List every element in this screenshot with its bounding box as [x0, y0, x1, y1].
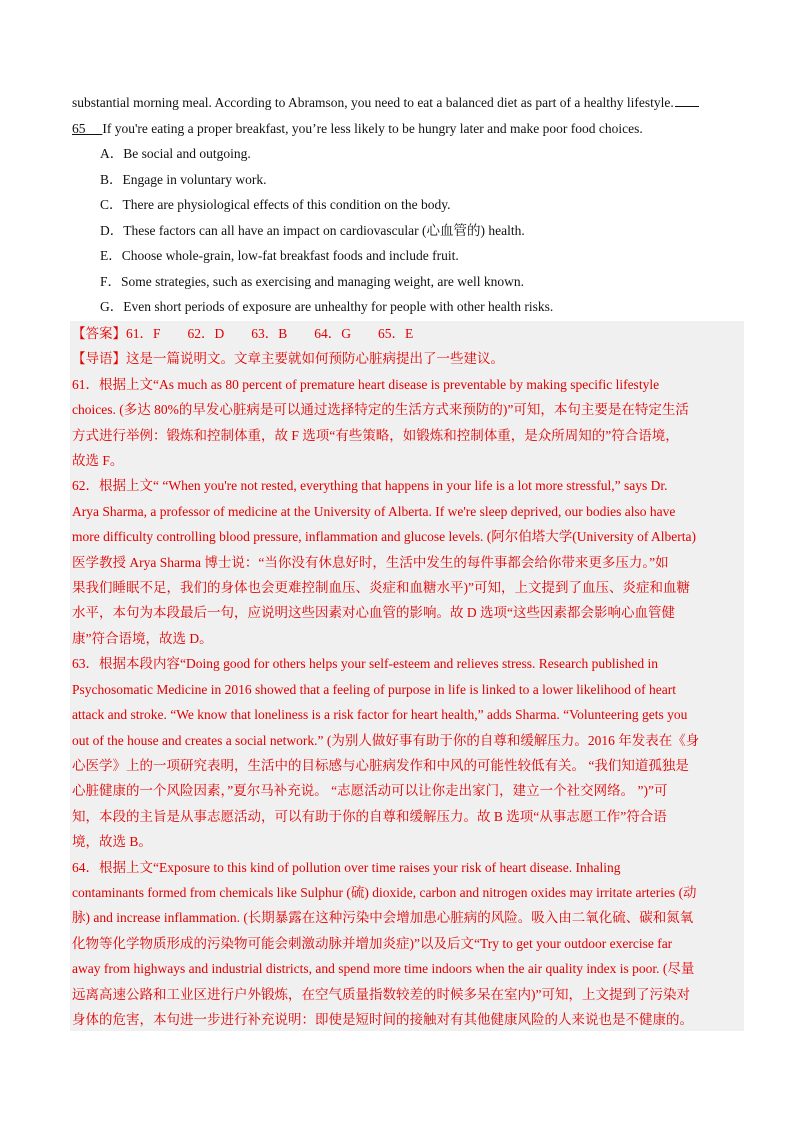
explanation-line: 远离高速公路和工业区进行户外锻炼，在空气质量指数较差的时候多呆在室内)”可知，上文提到了污染对: [72, 986, 690, 1002]
explanation-line: contaminants formed from chemicals like Sulphur (硫) dioxide, carbon and nitrogen oxides may irritate arteries (动: [72, 884, 697, 900]
guide-label: 【导语】: [72, 351, 126, 367]
option-e: E．Choose whole-grain, low-fat breakfast foods and include fruit.: [100, 248, 459, 263]
explanation-line: 故选 F。: [72, 453, 124, 469]
explanation-line: 心脏健康的一个风险因素，”夏尔马补充说。 “志愿活动可以让你走出家门，建立一个社交网络。 ”)”可: [72, 783, 668, 799]
guide-text: 这是一篇说明文。文章主要就如何预防心脏病提出了一些建议。: [126, 351, 504, 367]
explanation-line: 化物等化学物质形成的污染物可能会刺激动脉并增加炎症)”以及后文“Try to get your outdoor exercise far: [72, 935, 673, 951]
option-g: G．Even short periods of exposure are unhealthy for people with other health risks.: [100, 299, 554, 314]
blank-number: 65: [72, 120, 86, 136]
option-f: F．Some strategies, such as exercising and managing weight, are well known.: [100, 273, 525, 289]
explanation-line: 医学教授 Arya Sharma 博士说：“当你没有休息好时，生活中发生的每件事都会给你带来更多压力。”如: [72, 554, 669, 570]
answer-label: 【答案】: [72, 326, 126, 341]
explanation-line: 61．根据上文“As much as 80 percent of premature heart disease is preventable by making specific lifestyle: [72, 376, 660, 392]
explanation-line: Psychosomatic Medicine in 2016 showed that a feeling of purpose in life is linked to a lower likelihood of heart: [72, 681, 676, 697]
answer-text: 61．F 62．D 63．B 64．G 65．E: [126, 326, 414, 341]
explanation-line: 水平，本句为本段最后一句，应说明这些因素对心血管的影响。故 D 选项“这些因素都会影响心血管健: [72, 605, 675, 621]
passage-text: substantial morning meal. According to Abramson, you need to eat a balanced diet as part of a healthy lifestyle.: [72, 95, 674, 110]
answer-blank: [675, 91, 699, 107]
explanation-line: choices. (多达 80%的早发心脏病是可以通过选择特定的生活方式来预防的)”可知，本句主要是在特定生活: [72, 402, 689, 418]
option-c: C．There are physiological effects of this condition on the body.: [100, 197, 451, 212]
explanation-line: 果我们睡眠不足，我们的身体也会更难控制血压、炎症和血糖水平)”可知，上文提到了血压、炎症和血糖: [72, 580, 690, 596]
explanation-line: 方式进行举例：锻炼和控制体重，故 F 选项“有些策略，如锻炼和控制体重，是众所周知的”符合语境，: [72, 427, 679, 443]
passage-line: [72, 90, 744, 116]
passage-text: If you're eating a proper breakfast, you’re less likely to be hungry later and make poor food choices.: [102, 120, 643, 136]
explanation-line: 脉) and increase inflammation. (长期暴露在这种污染中会增加患心脏病的风险。吸入由二氧化硫、碳和氮氧: [72, 910, 694, 926]
option-d: D．These factors can all have an impact on cardiovascular (心血管的) health.: [100, 222, 525, 238]
guide-line: [72, 346, 744, 371]
option-b: B．Engage in voluntary work.: [100, 171, 267, 187]
explanation-line: 64．根据上文“Exposure to this kind of pollution over time raises your risk of heart disease. Inhaling: [72, 859, 621, 875]
passage-line: [72, 116, 744, 142]
explanation-line: attack and stroke. “We know that loneliness is a risk factor for heart health,” adds Sharma. “Volunteering gets you: [72, 707, 688, 723]
explanation-line: 境，故选 B。: [72, 834, 152, 850]
explanation-line: out of the house and creates a social network.” (为别人做好事有助于你的自尊和缓解压力。2016 年发表在《身: [72, 732, 700, 748]
explanation-line: away from highways and industrial districts, and spend more time indoors when the air quality index is poor. (尽量: [72, 961, 695, 977]
answer-explanation-block: [72, 321, 744, 1032]
explanation-line: 心医学》上的一项研究表明，生活中的目标感与心脏病发作和中风的可能性较低有关。 “我们知道孤独是: [72, 757, 689, 773]
explanation-line: 康”符合语境，故选 D。: [72, 630, 213, 646]
option-a: A．Be social and outgoing.: [100, 146, 251, 161]
answer-line: [72, 321, 744, 346]
explanation-line: 知，本段的主旨是从事志愿活动，可以有助于你的自尊和缓解压力。故 B 选项“从事志愿工作”符合语: [72, 808, 667, 824]
explanation-line: 63．根据本段内容“Doing good for others helps your self-esteem and relieves stress. Research published in: [72, 656, 658, 672]
explanation-list: [72, 372, 744, 1033]
explanation-line: 62．根据上文“ “When you're not rested, everything that happens in your life is a lot more stressful,” says Dr.: [72, 478, 668, 494]
explanation-line: more difficulty controlling blood pressure, inflammation and glucose levels. (阿尔伯塔大学(University of Alberta): [72, 529, 696, 545]
passage-block: [72, 90, 744, 320]
explanation-line: Arya Sharma, a professor of medicine at the University of Alberta. If we're sleep deprived, our bodies also have: [72, 503, 676, 519]
explanation-line: 身体的危害，本句进一步进行补充说明：即使是短时间的接触对有其他健康风险的人来说也是不健康的。: [72, 1011, 693, 1027]
